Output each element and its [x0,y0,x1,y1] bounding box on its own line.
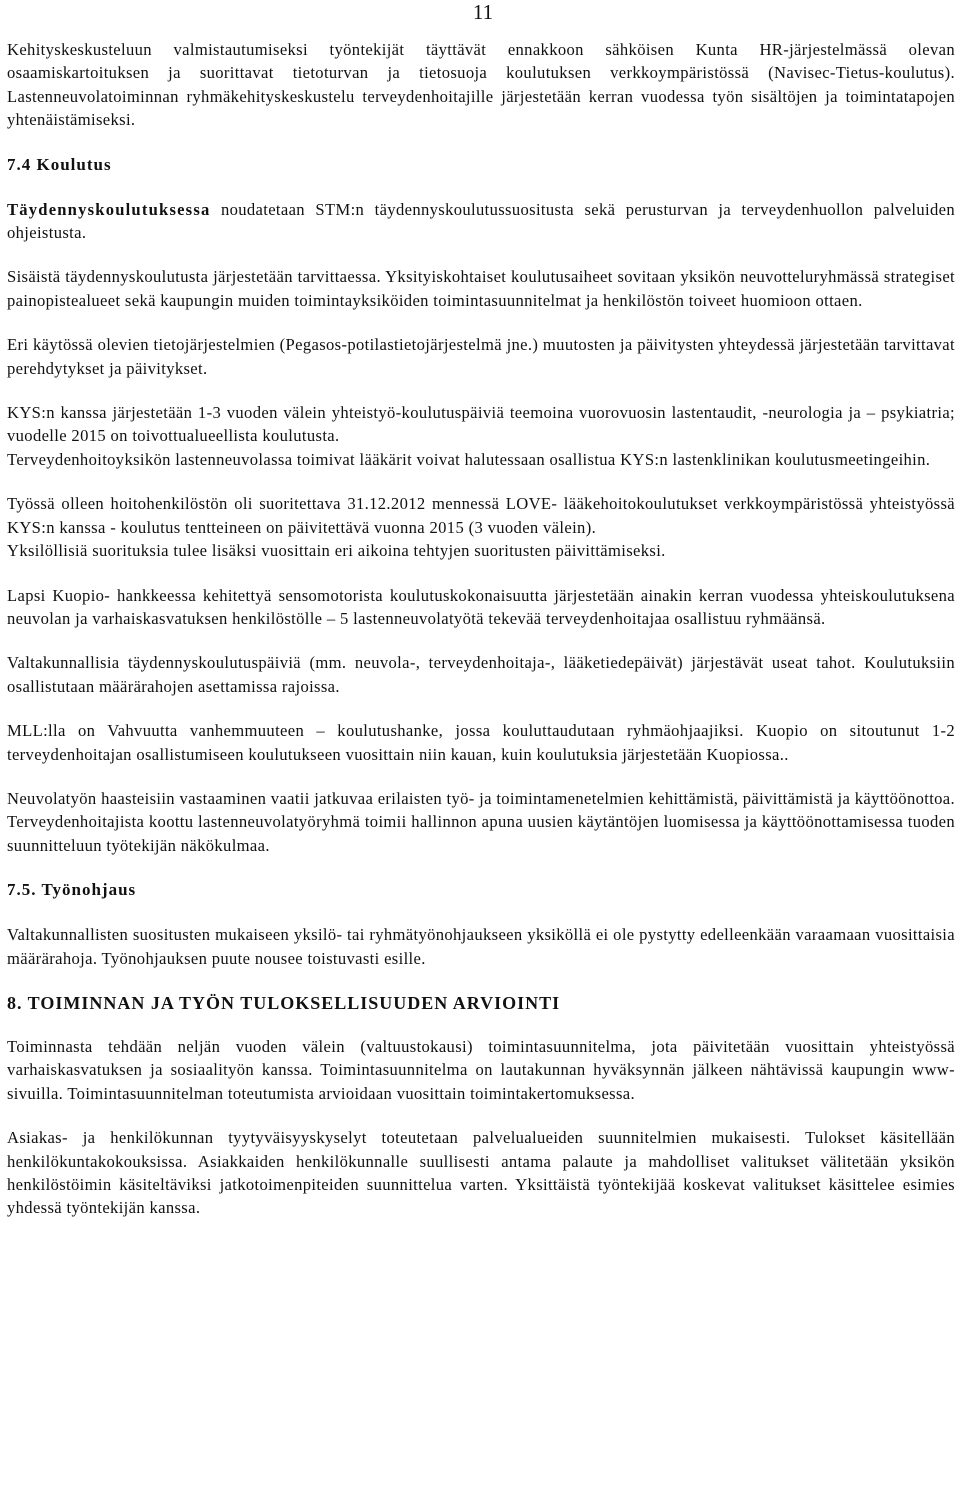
paragraph-lapsi-kuopio: Lapsi Kuopio- hankkeessa kehitettyä sensomotorista koulutuskokonaisuutta järjestetään ainakin kerran vuodessa yhteiskoulutuksena neuvolan ja varhaiskasvatuksen henkilöstölle – 5 lastenneuvolatyötä tekevää terveydenhoitajaa osallistuu ryhmäänsä. [7,585,955,628]
section-heading-7-5: 7.5. Työnohjaus [7,880,137,900]
paragraph-development-discussion: Kehityskeskusteluun valmistautumiseksi työntekijät täyttävät ennakkoon sähköisen Kunta HR-järjestelmässä olevan osaamiskartoituksen ja suorittavat tietoturvan ja tietosuoja koulutuksen verkkoympäristössä (Navisec-Tietus-koulutus). Lastenneuvolatoiminnan ryhmäkehityskeskustelu terveydenhoitajille järjestetään kerran vuodessa työn sisältöjen ja toimintatapojen yhtenäistämiseksi. [7,40,955,130]
term-continuing-education: Täydennyskoulutuksessa [7,199,211,219]
paragraph-satisfaction-surveys: Asiakas- ja henkilökunnan tyytyväisyyskyselyt toteutetaan palvelualueiden suunnitelmien mukaisesti. Tulokset käsitellään henkilökuntakokouksissa. Asiakkaiden henkilökunnalle suullisesti antama palaute ja mahdolliset valitukset välitetään yksikön henkilöstöimin käsiteltäviksi jatkotoimenpiteiden suunnittelua varten. Yksittäistä työntekijää koskevat valitukset käsittelee esimies yhdessä työntekijän kanssa. [7,1128,955,1218]
paragraph-kys-clinic: Terveydenhoitoyksikön lastenneuvolassa toimivat lääkärit voivat halutessaan osallistua KYS:n lastenklinikan koulutusmeetingeihin. [7,449,931,469]
page-number: 11 [472,0,494,24]
document-body [7,38,955,1241]
paragraph-supervision: Valtakunnallisten suositusten mukaiseen yksilö- tai ryhmätyönohjaukseen yksiköllä ei ole pystytty edelleenkään varaamaan vuosittaisia määrärahoja. Työnohjauksen puute nousee toistuvasti esille. [7,925,955,968]
paragraph-individual-completion: Yksilöllisiä suorituksia tulee lisäksi vuosittain eri aikoina tehtyjen suoritusten päivittämiseksi. [7,541,666,561]
paragraph-work-challenges: Neuvolatyön haasteisiin vastaaminen vaatii jatkuvaa erilaisten työ- ja toimintamenetelmien kehittämistä, päivittämistä ja käyttöönottoa. Terveydenhoitajista koottu lastenneuvolatyöryhmä toimii hallinnon apuna uusien käytäntöjen luomisessa ja käyttöönottamisessa tuoden suunnitteluun työtekijän näkökulmaa. [7,788,956,855]
paragraph-action-plan: Toiminnasta tehdään neljän vuoden välein (valtuustokausi) toimintasuunnitelma, jota päivitetään vuosittain yhteistyössä varhaiskasvatuksen ja sosiaalityön kanssa. Toimintasuunnitelma on lautakunnan hyväksynnän jälkeen nähtävissä kaupungin www- sivuilla. Toimintasuunnitelman toteutumista arvioidaan vuosittain toimintakertomuksessa. [7,1036,955,1103]
paragraph-national-training-days: Valtakunnallisia täydennyskoulutuspäiviä (mm. neuvola-, terveydenhoitaja-, lääketiedepäivät) järjestävät useat tahot. Koulutuksiin osallistutaan määrärahojen asettamissa rajoissa. [7,653,955,696]
section-heading-8: 8. TOIMINNAN JA TYÖN TULOKSELLISUUDEN ARVIOINTI [7,992,561,1013]
paragraph-kys-training: KYS:n kanssa järjestetään 1-3 vuoden välein yhteistyö-koulutuspäiviä teemoina vuorovuosin lastentaudit, -neurologia ja – psykiatria; vuodelle 2015 on toivottualueellista koulutusta. [7,403,955,446]
paragraph-information-systems: Eri käytössä olevien tietojärjestelmien (Pegasos-potilastietojärjestelmä jne.) muutosten ja päivitysten yhteydessä järjestetään tarvittavat perehdytykset ja päivitykset. [7,335,955,378]
paragraph-love-training: Työssä olleen hoitohenkilöstön oli suoritettava 31.12.2012 mennessä LOVE- lääkehoitokoulutukset verkkoympäristössä yhteistyössä KYS:n kanssa - koulutus tentteineen on päivitettävä vuonna 2015 (3 vuoden välein). [7,494,955,537]
paragraph-continuing-education [7,198,955,245]
section-heading-7-4: 7.4 Koulutus [7,154,112,174]
paragraph-continuing-education-text: noudatetaan STM:n täydennyskoulutussuositusta sekä perusturvan ja terveydenhuollon palveluiden ohjeistusta. [7,199,955,243]
paragraph-internal-training: Sisäistä täydennyskoulutusta järjestetään tarvittaessa. Yksityiskohtaiset koulutusaiheet sovitaan yksikön neuvotteluryhmässä strategiset painopistealueet sekä kaupungin muiden toimintayksiköiden toimintasuunnitelmat ja henkilöstön toiveet huomioon ottaen. [7,267,955,310]
paragraph-mll: MLL:lla on Vahvuutta vanhemmuuteen – koulutushanke, jossa kouluttaudutaan ryhmäohjaajiksi. Kuopio on sitoutunut 1-2 terveydenhoitajan osallistumiseen koulutukseen vuosittain niin kauan, kuin koulutuksia järjestetään Kuopiossa.. [7,721,955,764]
